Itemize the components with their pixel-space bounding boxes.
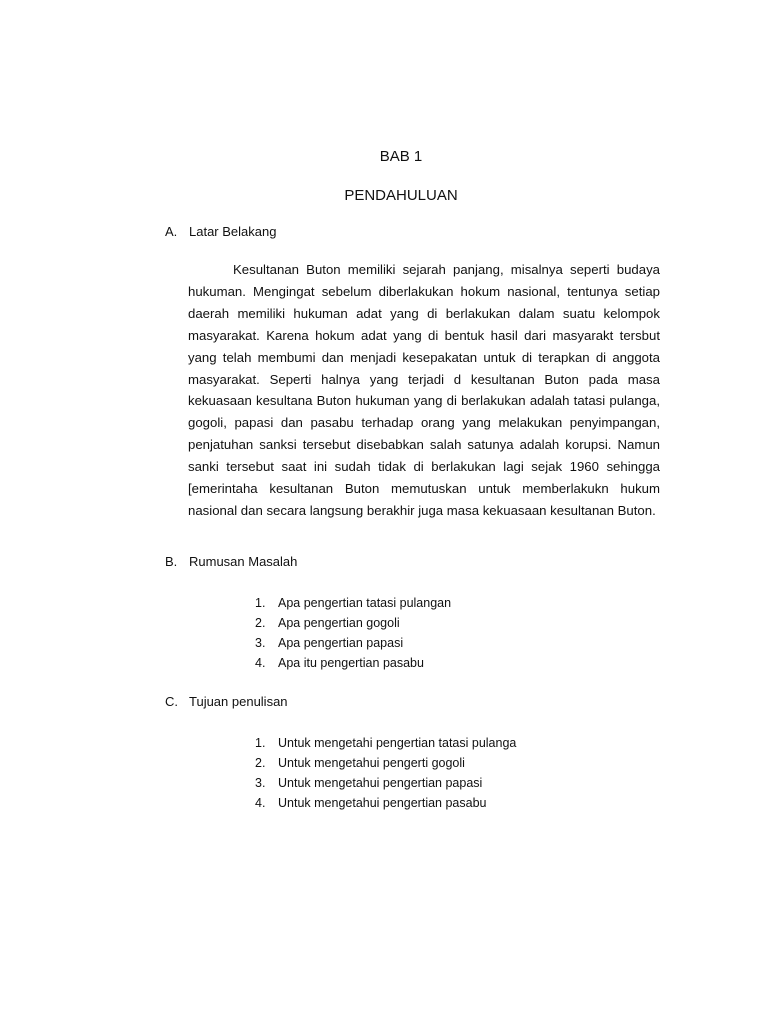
list-number: 3. [255,636,266,650]
section-a-title: Latar Belakang [189,224,277,239]
list-text: Apa itu pengertian pasabu [278,656,424,670]
section-c-title: Tujuan penulisan [189,694,288,709]
list-text: Untuk mengetahui pengertian pasabu [278,796,487,810]
list-text: Untuk mengetahui pengertian papasi [278,776,483,790]
list-item [255,613,451,633]
section-b-heading [165,554,297,569]
list-number: 2. [255,756,266,770]
list-number: 3. [255,776,266,790]
chapter-heading: BAB 1 [379,148,423,165]
background-paragraph-text: Kesultanan Buton memiliki sejarah panjang, misalnya seperti budaya hukuman. Mengingat sebelum diberlakukan hokum nasional, tentunya setiap daerah memiliki hukuman adat yang di berlakukan dalam suatu kelompok masyarakat. Karena hokum adat yang di bentuk hasil dari masyarakt tersbut yang telah membumi dan menjadi kesepakatan untuk di terapkan di anggota masyarakat. Seperti halnya yang terjadi d kesultanan Buton pada masa kekuasaan kesultana Buton hukuman yang di berlakukan adalah tatasi pulanga, gogoli, papasi dan pasabu terhadap orang yang melakukan penyimpangan, penjatuhan sanksi tersebut disebabkan salah satunya adalah korupsi. Namun sanki tersebut saat ini sudah tidak di berlakukan lagi sejak 1960 sehingga [emerintaha kesultanan Buton memutuskan untuk memberlakukn hukum nasional dan secara langsung berakhir juga masa kekuasaan kesultanan Buton. [188,262,660,518]
list-item [255,753,516,773]
list-number: 1. [255,596,266,610]
list-number: 4. [255,796,266,810]
list-text: Apa pengertian papasi [278,636,404,650]
section-b-letter: B. [165,554,178,569]
section-a-letter: A. [165,224,178,239]
list-item [255,733,516,753]
list-number: 1. [255,736,266,750]
background-paragraph [188,259,660,522]
section-c-heading [165,694,288,709]
section-b-title: Rumusan Masalah [189,554,298,569]
list-item [255,793,516,813]
list-text: Untuk mengetahi pengertian tatasi pulanga [278,736,517,750]
list-number: 4. [255,656,266,670]
list-item [255,633,451,653]
problem-list [255,593,451,673]
chapter-title: PENDAHULUAN [344,187,458,204]
section-a-heading [165,224,276,239]
list-item [255,593,451,613]
list-text: Untuk mengetahui pengerti gogoli [278,756,465,770]
list-item [255,653,451,673]
section-c-letter: C. [165,694,178,709]
list-number: 2. [255,616,266,630]
purpose-list [255,733,516,813]
list-item [255,773,516,793]
list-text: Apa pengertian tatasi pulangan [278,596,452,610]
list-text: Apa pengertian gogoli [278,616,400,630]
